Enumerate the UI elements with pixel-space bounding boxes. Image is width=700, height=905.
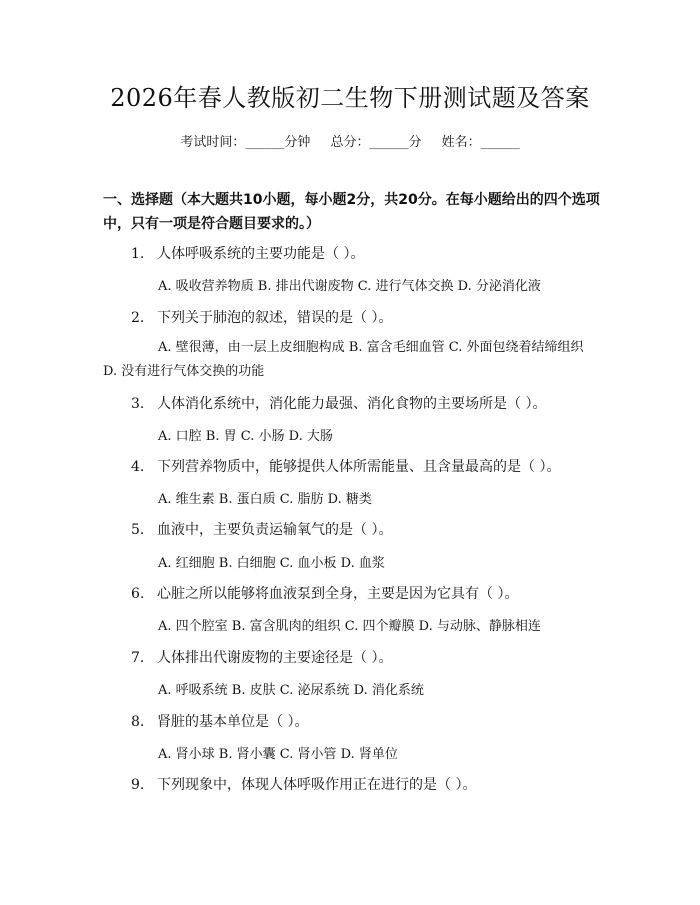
question-2 xyxy=(131,307,392,327)
question-number: 5. xyxy=(131,522,145,538)
question-3 xyxy=(131,393,546,413)
question-text: 下列现象中，体现人体呼吸作用正在进行的是（ ）。 xyxy=(157,777,477,793)
question-5 xyxy=(131,519,392,539)
question-text: 血液中，主要负责运输氧气的是（ ）。 xyxy=(157,522,393,538)
question-number: 4. xyxy=(131,459,145,475)
total-score: 总分：______分 xyxy=(330,135,422,150)
document-title: 2026年春人教版初二生物下册测试题及答案 xyxy=(110,84,590,112)
question-4-options: A. 维生素 B. 蛋白质 C. 脂肪 D. 糖类 xyxy=(158,492,372,507)
question-7-options: A. 呼吸系统 B. 皮肤 C. 泌尿系统 D. 消化系统 xyxy=(158,683,424,698)
question-number: 2. xyxy=(131,310,145,326)
question-4 xyxy=(131,456,560,476)
question-3-options: A. 口腔 B. 胃 C. 小肠 D. 大肠 xyxy=(158,429,333,444)
exam-meta xyxy=(0,131,700,150)
question-text: 人体排出代谢废物的主要途径是（ ）。 xyxy=(157,650,393,666)
question-number: 9. xyxy=(131,777,145,793)
question-number: 7. xyxy=(131,650,145,666)
section-heading: 一、选择题（本大题共10小题，每小题2分，共20分。在每小题给出的四个选项中，只有一项是符合题目要求的。） xyxy=(103,192,600,232)
question-text: 心脏之所以能够将血液泵到全身，主要是因为它具有（ ）。 xyxy=(157,586,519,602)
student-name: 姓名：______ xyxy=(441,135,520,150)
question-8-options: A. 肾小球 B. 肾小囊 C. 肾小管 D. 肾单位 xyxy=(158,747,398,762)
question-1 xyxy=(131,243,364,263)
question-number: 8. xyxy=(131,714,145,730)
question-9 xyxy=(131,774,476,794)
exam-time: 考试时间：______分钟 xyxy=(180,135,311,150)
question-number: 1. xyxy=(131,246,145,262)
question-2-options: A. 壁很薄，由一层上皮细胞构成 B. 富含毛细血管 C. 外面包绕着结缔组织 D. 没有进行气体交换的功能 xyxy=(103,340,584,379)
question-text: 下列营养物质中，能够提供人体所需能量、且含量最高的是（ ）。 xyxy=(157,459,561,475)
question-6-options: A. 四个腔室 B. 富含肌肉的组织 C. 四个瓣膜 D. 与动脉、静脉相连 xyxy=(158,619,541,634)
question-8 xyxy=(131,711,308,731)
question-text: 人体呼吸系统的主要功能是（ ）。 xyxy=(157,246,365,262)
question-text: 肾脏的基本单位是（ ）。 xyxy=(157,714,309,730)
question-1-options: A. 吸收营养物质 B. 排出代谢废物 C. 进行气体交换 D. 分泌消化液 xyxy=(158,279,541,294)
question-number: 6. xyxy=(131,586,145,602)
question-6 xyxy=(131,583,518,603)
question-7 xyxy=(131,647,392,667)
question-5-options: A. 红细胞 B. 白细胞 C. 血小板 D. 血浆 xyxy=(158,556,385,571)
question-text: 人体消化系统中，消化能力最强、消化食物的主要场所是（ ）。 xyxy=(157,396,547,412)
question-text: 下列关于肺泡的叙述，错误的是（ ）。 xyxy=(157,310,393,326)
question-number: 3. xyxy=(131,396,145,412)
